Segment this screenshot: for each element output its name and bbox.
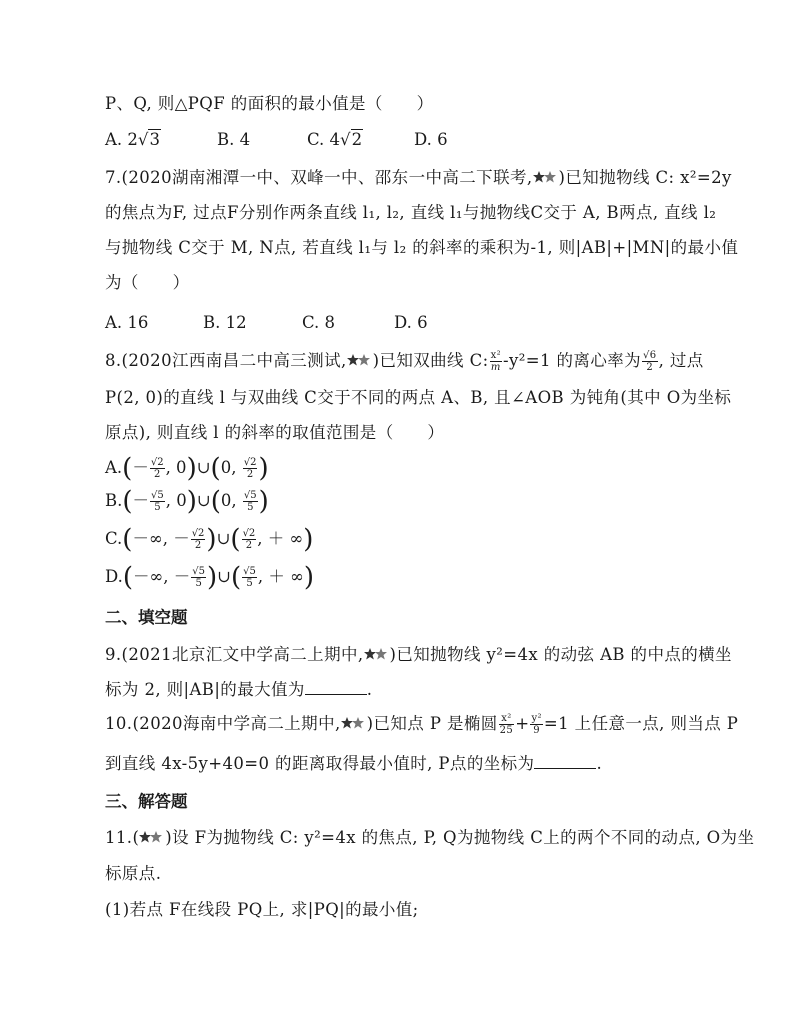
q8-line-1: 8.(2020江西南昌二中高三测试, )已知双曲线 C: $\frac{\text{x²}}{m}$ -y²=1 的离心率为 $\frac{√6}{2}$ , 过点 [105, 350, 704, 373]
q8-line-3: 原点), 则直线 l 的斜率的取值范围是（ ） [105, 423, 445, 442]
q9-answer-blank[interactable] [305, 680, 367, 695]
section-solution-heading: 三、解答题 [105, 792, 188, 811]
q8-option-c: C.(－∞, － $\frac{√2}{2}$ )∪( $\frac{√2}{2}$ , ＋ ∞) [105, 524, 314, 555]
two-star-difficulty-icon [533, 167, 559, 191]
q10-line-2: 到直线 4x-5y+40=0 的距离取得最小值时, P点的坐标为 . [105, 754, 603, 773]
q8-option-d: D.(－∞, － $\frac{√5}{5}$ )∪( $\frac{√5}{5}$ , ＋ ∞) [105, 562, 315, 593]
q7-line-1: 7.(2020湖南湘潭一中、双峰一中、邵东一中高二下联考, )已知抛物线 C: x²=2y [105, 166, 732, 191]
q6-tail-text: P、Q, 则△PQF 的面积的最小值是（ ） [105, 94, 434, 113]
q7-choice-d: D. 6 [394, 313, 428, 332]
q8-option-b: B.(－ $\frac{√5}{5}$ , 0)∪(0, $\frac{√5}{5}$ ) [105, 486, 269, 517]
q10-line-1: 10.(2020海南中学高二上期中, )已知点 P 是椭圆 $\frac{\text{x²}}{25}$ + $\frac{\text{y²}}{9}$ =1 上任意一点, 则当点 P [105, 713, 739, 736]
q7-choice-b: B. 12 [203, 313, 247, 332]
q7-line-3: 与抛物线 C交于 M, N点, 若直线 l₁与 l₂ 的斜率的乘积为-1, 则|AB|+|MN|的最小值 [105, 238, 739, 257]
q8-option-a: A.(－ $\frac{√2}{2}$ , 0)∪(0, $\frac{√2}{2}$ ) [105, 453, 269, 484]
q6-choice-a: A. 2√3 [105, 130, 160, 149]
q7-choice-c: C. 8 [302, 313, 336, 332]
q7-line-2: 的焦点为F, 过点F分别作两条直线 l₁, l₂, 直线 l₁与抛物线C交于 A, B两点, 直线 l₂ [105, 203, 717, 222]
q6-choice-c: C. 4√2 [307, 130, 363, 149]
q8-line-2: P(2, 0)的直线 l 与双曲线 C交于不同的两点 A、B, 且∠AOB 为钝角(其中 O为坐标 [105, 388, 732, 407]
q10-answer-blank[interactable] [534, 754, 596, 769]
q6-choice-b: B. 4 [217, 130, 251, 149]
two-star-difficulty-icon [341, 713, 367, 737]
q11-part-1: (1)若点 F在线段 PQ上, 求|PQ|的最小值; [105, 900, 419, 919]
q11-line-1: 11.( )设 F为抛物线 C: y²=4x 的焦点, P, Q为抛物线 C上的两个不同的动点, O为坐 [105, 826, 754, 851]
q7-line-4: 为（ ） [105, 273, 190, 292]
two-star-difficulty-icon [139, 827, 165, 851]
q8-fraction-x2-over-m: $\frac{\text{x²}}{m}$ [490, 350, 502, 373]
section-fill-in-heading: 二、填空题 [105, 608, 188, 627]
two-star-difficulty-icon [364, 644, 390, 668]
two-star-difficulty-icon [347, 350, 373, 374]
q8-eccentricity-fraction: $\frac{√6}{2}$ [643, 350, 657, 373]
q7-choice-a: A. 16 [105, 313, 149, 332]
q6-choice-d: D. 6 [414, 130, 448, 149]
q9-line-1: 9.(2021北京汇文中学高二上期中, )已知抛物线 y²=4x 的动弦 AB 的中点的横坐 [105, 643, 732, 668]
q9-line-2: 标为 2, 则|AB|的最大值为 . [105, 680, 373, 699]
q11-line-2: 标原点. [105, 864, 162, 883]
